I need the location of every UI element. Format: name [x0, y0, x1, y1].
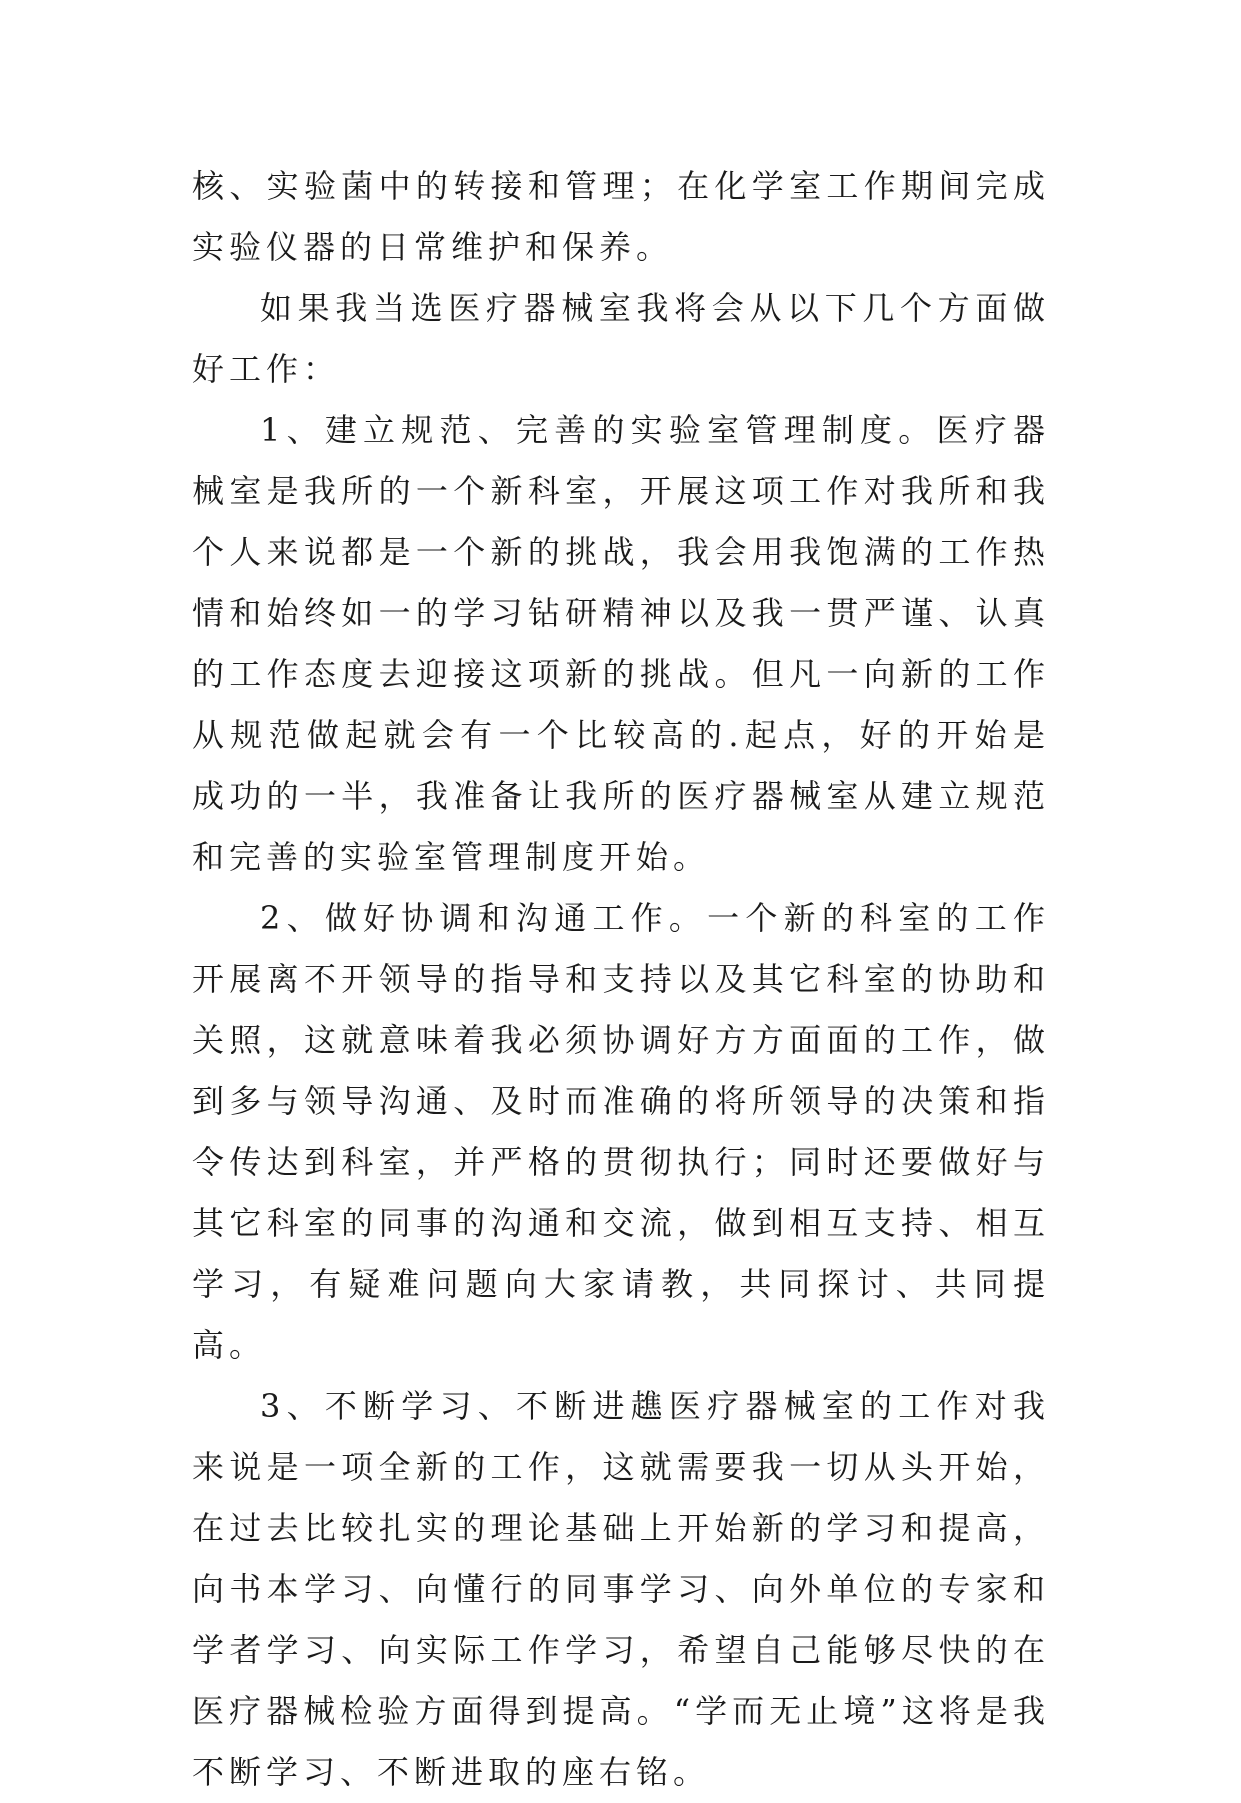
document-body: [192, 156, 1050, 1803]
paragraph-point-2: 2、做好协调和沟通工作。一个新的科室的工作开展离不开领导的指导和支持以及其它科室的协助和关照，这就意味着我必须协调好方方面面的工作，做到多与领导沟通、及时而准确的将所领导的决策和指令传达到科室，并严格的贯彻执行；同时还要做好与其它科室的同事的沟通和交流，做到相互支持、相互学习，有疑难问题向大家请教，共同探讨、共同提高。: [192, 899, 1050, 1364]
paragraph-point-3: 3、不断学习、不断进趭医疗器械室的工作对我来说是一项全新的工作，这就需要我一切从头开始，在过去比较扎实的理论基础上开始新的学习和提高，向书本学习、向懂行的同事学习、向外单位的专家和学者学习、向实际工作学习，希望自己能够尽快的在医疗器械检验方面得到提高。“学而无止境”这将是我不断学习、不断进取的座右铭。: [192, 1387, 1050, 1791]
paragraph-intro: 如果我当选医疗器械室我将会从以下几个方面做好工作：: [192, 289, 1050, 388]
paragraph-continuation: 核、实验菌中的转接和管理；在化学室工作期间完成实验仪器的日常维护和保养。: [192, 167, 1050, 266]
paragraph-point-1: 1、建立规范、完善的实验室管理制度。医疗器械室是我所的一个新科室，开展这项工作对我所和我个人来说都是一个新的挑战，我会用我饱满的工作热情和始终如一的学习钻研精神以及我一贯严谨、认真的工作态度去迎接这项新的挑战。但凡一向新的工作从规范做起就会有一个比较高的.起点，好的开始是成功的一半，我准备让我所的医疗器械室从建立规范和完善的实验室管理制度开始。: [192, 411, 1050, 876]
